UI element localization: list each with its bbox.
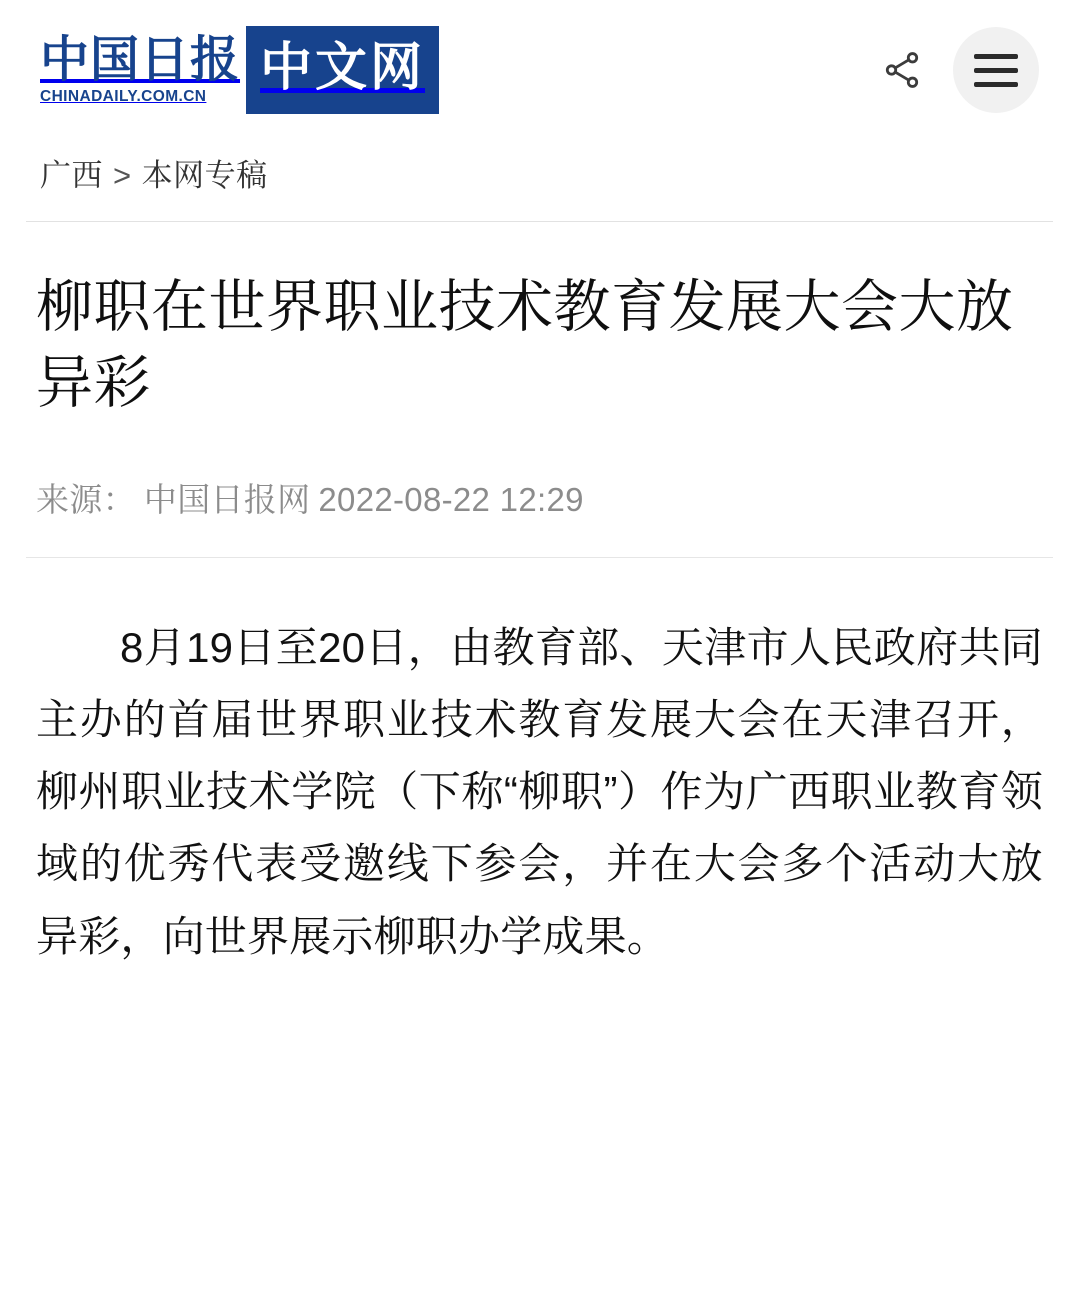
page-title: 柳职在世界职业技术教育发展大会大放异彩: [36, 275, 1014, 415]
source-label: 来源：: [36, 480, 136, 518]
header-actions: [875, 27, 1045, 113]
share-icon: [881, 47, 923, 93]
logo-chinese-site-badge: 中文网: [246, 26, 439, 114]
hamburger-menu-icon-bar-2: [974, 68, 1018, 73]
publish-datetime: 2022-08-22 12:29: [318, 480, 584, 518]
logo-chinadaily-cn: 中国日报: [40, 30, 241, 88]
share-button[interactable]: [875, 43, 929, 97]
article-paragraph: 8月19日至20日，由教育部、天津市人民政府共同主办的首届世界职业技术教育发展大会在天津召开，柳州职业技术学院（下称“柳职”）作为广西职业教育领域的优秀代表受邀线下参会，并在大会多个活动大放异彩，向世界展示柳职办学成果。: [36, 623, 1043, 960]
breadcrumb-separator: >: [113, 158, 132, 193]
logo-chinese-text: [40, 26, 240, 114]
article-body: [0, 270, 1079, 973]
breadcrumb-item-region[interactable]: 广西: [40, 158, 103, 193]
logo-chinadaily-url: CHINADAILY.COM.CN: [40, 88, 207, 106]
site-header: [0, 0, 1079, 132]
header-divider: [26, 221, 1053, 222]
site-logo[interactable]: [40, 26, 439, 114]
hamburger-menu-icon-bar-3: [974, 82, 1018, 87]
source-name: 中国日报网: [143, 480, 311, 518]
meta-divider: [26, 557, 1053, 558]
menu-button[interactable]: [953, 27, 1039, 113]
article-meta: [36, 474, 1043, 521]
breadcrumb: [0, 132, 1079, 221]
breadcrumb-item-category[interactable]: 本网专稿: [141, 158, 268, 193]
hamburger-menu-icon-bar-1: [974, 54, 1018, 59]
